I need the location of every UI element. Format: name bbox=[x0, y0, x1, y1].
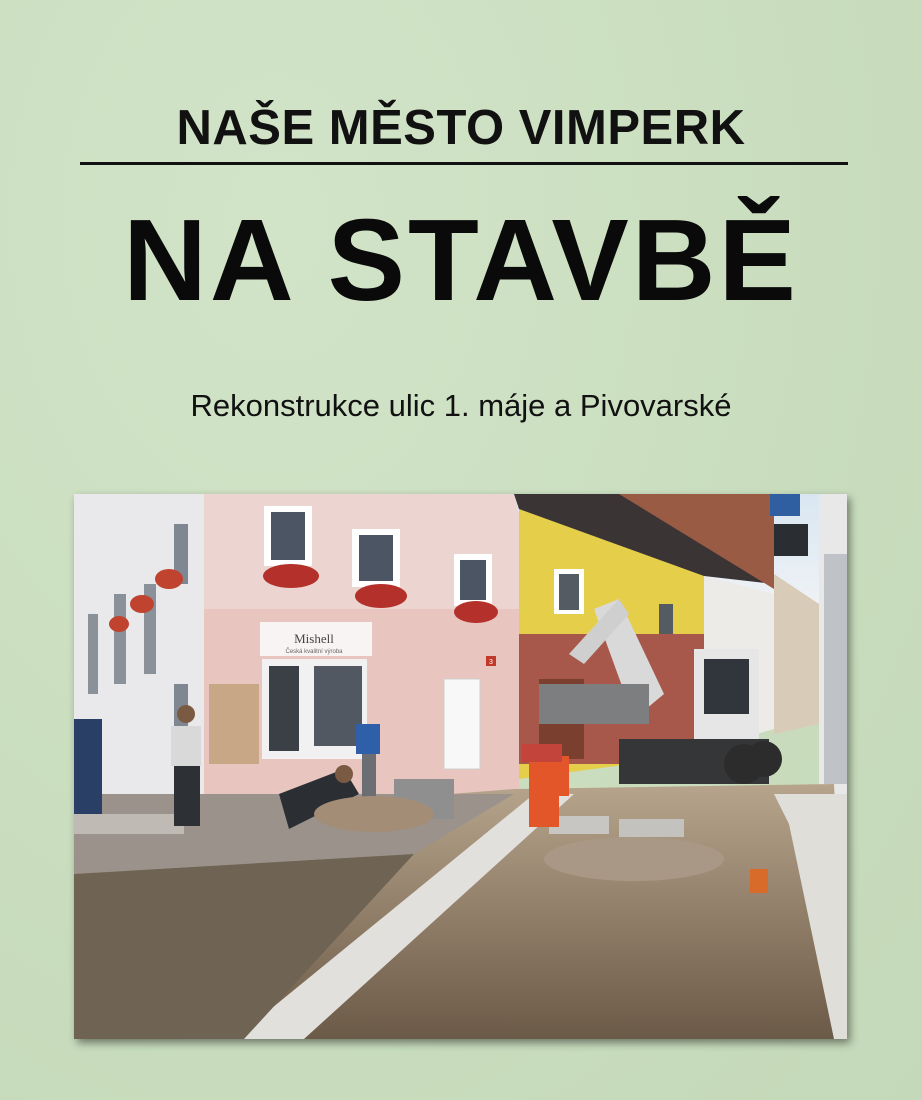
poster-subtitle: Rekonstrukce ulic 1. máje a Pivovarské bbox=[190, 388, 732, 423]
title-underline bbox=[80, 162, 848, 165]
street-scene bbox=[74, 494, 847, 1039]
construction-photo bbox=[74, 494, 847, 1039]
shop-sign: Mishell bbox=[294, 631, 334, 646]
shop-sign-subtitle: Česká kvalitní výroba bbox=[285, 649, 343, 655]
poster-title: NAŠE MĚSTO VIMPERK bbox=[176, 101, 746, 155]
poster-headline: NA STAVBĚ bbox=[123, 195, 799, 325]
house-number: 3 bbox=[489, 659, 493, 666]
